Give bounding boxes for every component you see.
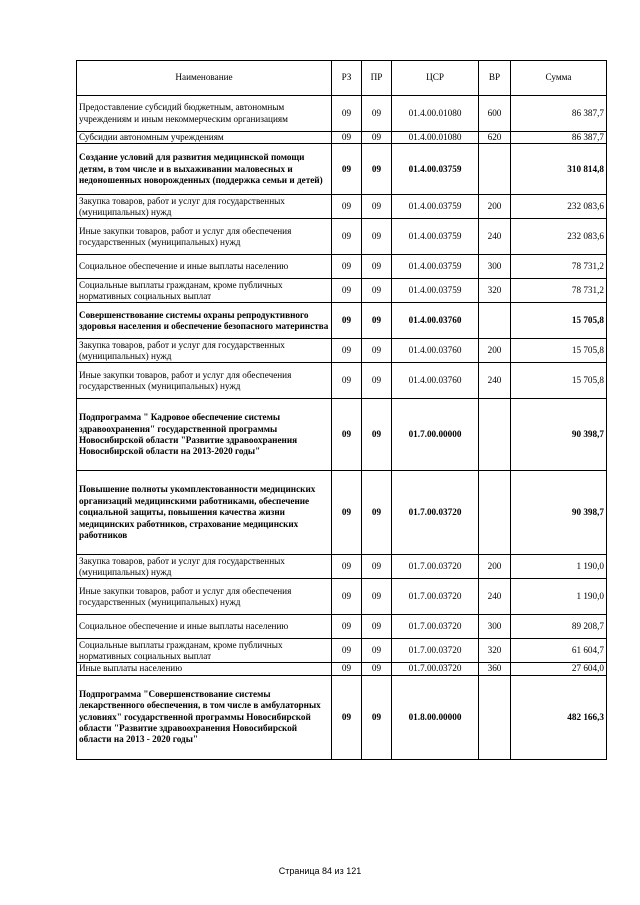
table-row — [77, 96, 607, 132]
table-header-row — [77, 61, 607, 96]
cell-sum: 1 190,0 — [511, 579, 607, 615]
cell-sum: 90 398,7 — [511, 399, 607, 471]
cell-csr: 01.4.00.01080 — [392, 96, 479, 132]
budget-table — [76, 60, 607, 760]
cell-vr — [479, 399, 511, 471]
cell-rz: 09 — [332, 675, 362, 759]
cell-name: Субсидии автономным учреждениям — [77, 132, 332, 144]
cell-csr: 01.4.00.03760 — [392, 363, 479, 399]
cell-rz: 09 — [332, 195, 362, 219]
cell-vr: 200 — [479, 195, 511, 219]
table-row — [77, 639, 607, 663]
cell-pr: 09 — [362, 363, 392, 399]
cell-sum: 15 705,8 — [511, 363, 607, 399]
cell-pr: 09 — [362, 471, 392, 555]
cell-sum: 78 731,2 — [511, 279, 607, 303]
table-row — [77, 279, 607, 303]
cell-vr: 600 — [479, 96, 511, 132]
cell-csr: 01.7.00.03720 — [392, 615, 479, 639]
cell-sum: 27 604,0 — [511, 663, 607, 675]
header-csr: ЦСР — [392, 61, 479, 96]
table-row — [77, 303, 607, 339]
header-name: Наименование — [77, 61, 332, 96]
cell-vr: 360 — [479, 663, 511, 675]
cell-rz: 09 — [332, 471, 362, 555]
cell-name: Повышение полноты укомплектованности медицинских организаций медицинскими работниками, обеспечение социальной защиты, повышения качества жизни медицинских работников, страхование медицинских работников — [77, 471, 332, 555]
cell-csr: 01.7.00.03720 — [392, 471, 479, 555]
cell-pr: 09 — [362, 663, 392, 675]
cell-csr: 01.4.00.03759 — [392, 279, 479, 303]
cell-sum: 1 190,0 — [511, 555, 607, 579]
cell-pr: 09 — [362, 132, 392, 144]
table-row — [77, 579, 607, 615]
cell-rz: 09 — [332, 639, 362, 663]
cell-rz: 09 — [332, 255, 362, 279]
cell-rz: 09 — [332, 279, 362, 303]
header-pr: ПР — [362, 61, 392, 96]
cell-pr: 09 — [362, 219, 392, 255]
cell-pr: 09 — [362, 195, 392, 219]
cell-csr: 01.7.00.03720 — [392, 639, 479, 663]
cell-rz: 09 — [332, 219, 362, 255]
cell-vr: 300 — [479, 615, 511, 639]
cell-name: Иные закупки товаров, работ и услуг для обеспечения государственных (муниципальных) нужд — [77, 219, 332, 255]
cell-csr: 01.7.00.00000 — [392, 399, 479, 471]
cell-vr: 240 — [479, 579, 511, 615]
table-row — [77, 132, 607, 144]
header-rz: РЗ — [332, 61, 362, 96]
header-vr: ВР — [479, 61, 511, 96]
cell-rz: 09 — [332, 132, 362, 144]
table-row — [77, 255, 607, 279]
cell-sum: 310 814,8 — [511, 144, 607, 195]
cell-pr: 09 — [362, 555, 392, 579]
cell-name: Создание условий для развития медицинской помощи детям, в том числе и в выхаживании маловесных и недоношенных новорожденных (поддержка семьи и детей) — [77, 144, 332, 195]
cell-csr: 01.7.00.03720 — [392, 555, 479, 579]
cell-rz: 09 — [332, 303, 362, 339]
cell-rz: 09 — [332, 96, 362, 132]
cell-pr: 09 — [362, 675, 392, 759]
cell-name: Иные выплаты населению — [77, 663, 332, 675]
cell-csr: 01.4.00.03759 — [392, 144, 479, 195]
cell-rz: 09 — [332, 399, 362, 471]
cell-name: Социальные выплаты гражданам, кроме публичных нормативных социальных выплат — [77, 639, 332, 663]
cell-csr: 01.4.00.03760 — [392, 339, 479, 363]
table-row — [77, 144, 607, 195]
cell-name: Иные закупки товаров, работ и услуг для обеспечения государственных (муниципальных) нужд — [77, 363, 332, 399]
page-footer: Страница 84 из 121 — [278, 866, 362, 876]
cell-name: Социальные выплаты гражданам, кроме публичных нормативных социальных выплат — [77, 279, 332, 303]
cell-sum: 78 731,2 — [511, 255, 607, 279]
table-row — [77, 363, 607, 399]
cell-name: Совершенствование системы охраны репродуктивного здоровья населения и обеспечение безопасного материнства — [77, 303, 332, 339]
cell-rz: 09 — [332, 363, 362, 399]
cell-name: Социальное обеспечение и иные выплаты населению — [77, 255, 332, 279]
cell-sum: 89 208,7 — [511, 615, 607, 639]
cell-vr: 200 — [479, 555, 511, 579]
cell-vr: 240 — [479, 363, 511, 399]
cell-rz: 09 — [332, 144, 362, 195]
cell-pr: 09 — [362, 579, 392, 615]
cell-csr: 01.4.00.03759 — [392, 255, 479, 279]
cell-rz: 09 — [332, 555, 362, 579]
cell-vr: 240 — [479, 219, 511, 255]
cell-rz: 09 — [332, 663, 362, 675]
cell-csr: 01.4.00.03760 — [392, 303, 479, 339]
cell-rz: 09 — [332, 579, 362, 615]
table-row — [77, 219, 607, 255]
cell-name: Социальное обеспечение и иные выплаты населению — [77, 615, 332, 639]
cell-csr: 01.4.00.03759 — [392, 195, 479, 219]
table-row — [77, 471, 607, 555]
cell-csr: 01.7.00.03720 — [392, 663, 479, 675]
table-row — [77, 675, 607, 759]
cell-name: Иные закупки товаров, работ и услуг для обеспечения государственных (муниципальных) нужд — [77, 579, 332, 615]
cell-csr: 01.8.00.00000 — [392, 675, 479, 759]
cell-sum: 86 387,7 — [511, 132, 607, 144]
cell-pr: 09 — [362, 279, 392, 303]
cell-name: Закупка товаров, работ и услуг для государственных (муниципальных) нужд — [77, 339, 332, 363]
cell-rz: 09 — [332, 339, 362, 363]
cell-vr: 200 — [479, 339, 511, 363]
cell-sum: 232 083,6 — [511, 219, 607, 255]
cell-pr: 09 — [362, 639, 392, 663]
table-row — [77, 339, 607, 363]
cell-vr — [479, 471, 511, 555]
cell-vr — [479, 675, 511, 759]
cell-name: Подпрограмма " Кадровое обеспечение системы здравоохранения" государственной программы Новосибирской области "Развитие здравоохранения Новосибирской области на 2013-2020 годы" — [77, 399, 332, 471]
cell-sum: 232 083,6 — [511, 195, 607, 219]
table-row — [77, 663, 607, 675]
cell-pr: 09 — [362, 399, 392, 471]
cell-vr — [479, 303, 511, 339]
cell-rz: 09 — [332, 615, 362, 639]
cell-name: Предоставление субсидий бюджетным, автономным учреждениям и иным некоммерческим организациям — [77, 96, 332, 132]
cell-pr: 09 — [362, 144, 392, 195]
cell-csr: 01.4.00.03759 — [392, 219, 479, 255]
table-row — [77, 615, 607, 639]
cell-name: Подпрограмма "Совершенствование системы лекарственного обеспечения, в том числе в амбулаторных условиях" государственной программы Новосибирской области "Развитие здравоохранения Новосибирской области на 2013 - 2020 годы" — [77, 675, 332, 759]
cell-sum: 90 398,7 — [511, 471, 607, 555]
cell-sum: 86 387,7 — [511, 96, 607, 132]
cell-name: Закупка товаров, работ и услуг для государственных (муниципальных) нужд — [77, 195, 332, 219]
cell-pr: 09 — [362, 339, 392, 363]
table-row — [77, 399, 607, 471]
cell-csr: 01.7.00.03720 — [392, 579, 479, 615]
cell-sum: 482 166,3 — [511, 675, 607, 759]
table-row — [77, 555, 607, 579]
cell-name: Закупка товаров, работ и услуг для государственных (муниципальных) нужд — [77, 555, 332, 579]
cell-pr: 09 — [362, 615, 392, 639]
table-row — [77, 195, 607, 219]
cell-vr: 620 — [479, 132, 511, 144]
cell-pr: 09 — [362, 96, 392, 132]
cell-sum: 15 705,8 — [511, 303, 607, 339]
header-sum: Сумма — [511, 61, 607, 96]
cell-vr — [479, 144, 511, 195]
cell-vr: 320 — [479, 279, 511, 303]
cell-vr: 300 — [479, 255, 511, 279]
cell-pr: 09 — [362, 303, 392, 339]
cell-sum: 15 705,8 — [511, 339, 607, 363]
cell-csr: 01.4.00.01080 — [392, 132, 479, 144]
cell-sum: 61 604,7 — [511, 639, 607, 663]
cell-pr: 09 — [362, 255, 392, 279]
cell-vr: 320 — [479, 639, 511, 663]
